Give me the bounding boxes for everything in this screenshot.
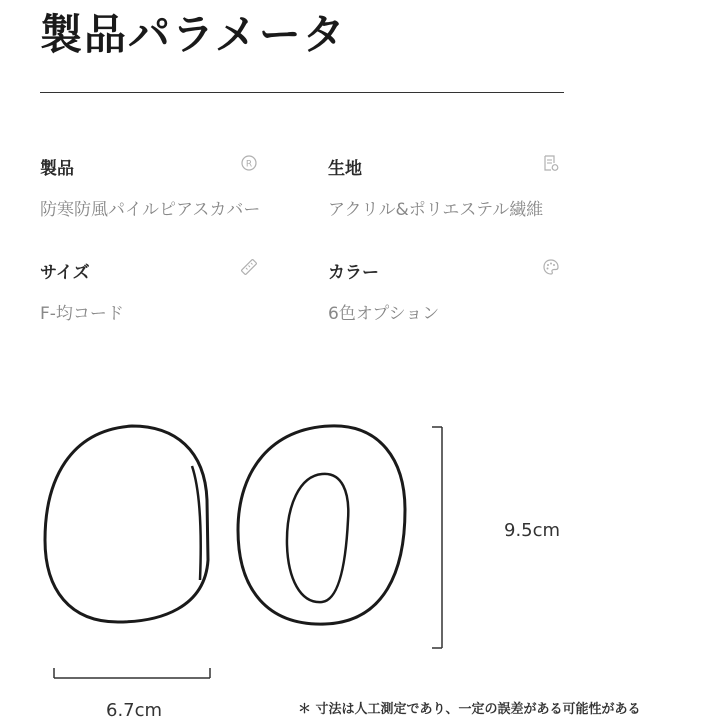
param-value: アクリル&ポリエステル繊維 — [328, 200, 544, 220]
earmuff-side-view — [45, 426, 208, 622]
param-size — [40, 258, 270, 324]
document-icon — [542, 154, 560, 172]
param-value: 防寒防風パイルピアスカバー — [40, 200, 261, 220]
param-label: カラー — [328, 263, 379, 283]
product-outline-diagram — [0, 400, 720, 700]
registered-icon — [240, 154, 258, 172]
measurement-note: ＊ 寸法は人工測定であり、一定の誤差がある可能性がある — [298, 702, 641, 717]
param-color — [328, 258, 558, 324]
height-label: 9.5cm — [504, 520, 561, 541]
param-label: サイズ — [40, 263, 90, 283]
earmuff-front-view — [238, 426, 405, 624]
width-label: 6.7cm — [106, 700, 163, 721]
height-dimension-line — [432, 427, 442, 648]
param-material — [328, 154, 558, 220]
page-title: 製品パラメータ — [40, 10, 347, 59]
svg-text:R: R — [245, 159, 253, 170]
title-divider — [40, 92, 564, 93]
width-dimension-line — [54, 668, 210, 678]
ruler-icon — [240, 258, 258, 276]
param-label: 生地 — [328, 159, 362, 179]
param-label: 製品 — [40, 159, 74, 179]
palette-icon — [542, 258, 560, 276]
param-value: 6色オプション — [328, 304, 440, 324]
param-product — [40, 154, 270, 220]
param-value: F-均コード — [40, 304, 124, 324]
